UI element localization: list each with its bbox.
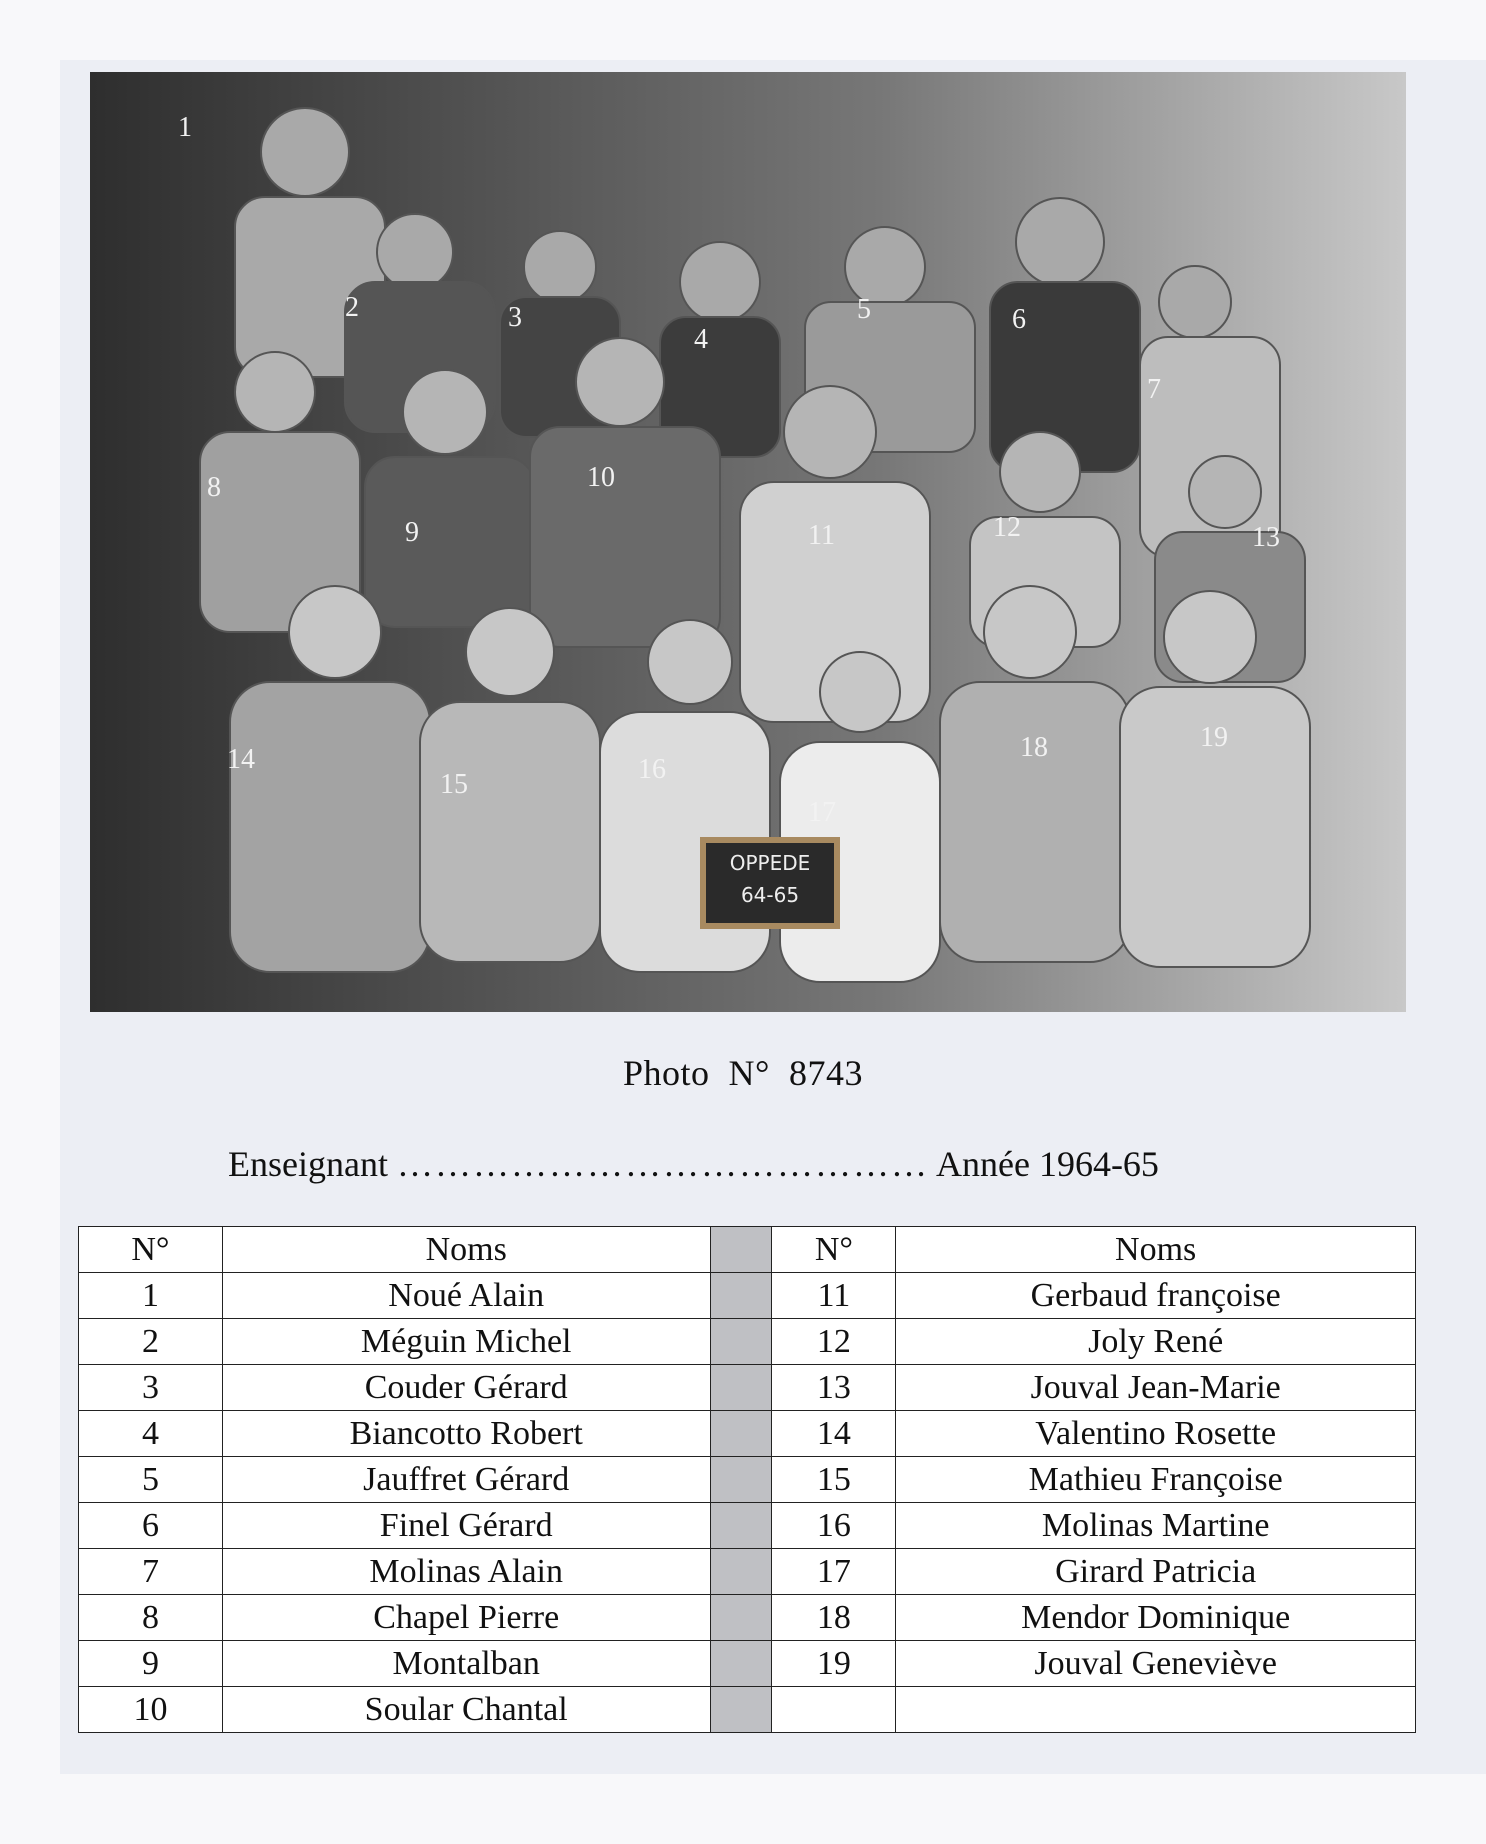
cell-number: 1	[79, 1273, 223, 1319]
cell-number: 15	[772, 1457, 896, 1503]
photo-number: 13	[1252, 522, 1280, 553]
cell-name: Finel Gérard	[222, 1503, 710, 1549]
table-separator	[710, 1641, 772, 1687]
cell-name: Biancotto Robert	[222, 1411, 710, 1457]
cell-number: 16	[772, 1503, 896, 1549]
photo-number: 16	[638, 754, 666, 785]
chalk-slate	[700, 837, 840, 929]
teacher-label: Enseignant	[228, 1144, 388, 1184]
table-row	[79, 1319, 1416, 1365]
header-number: N°	[79, 1227, 223, 1273]
cell-number: 12	[772, 1319, 896, 1365]
table-separator	[710, 1457, 772, 1503]
table-separator	[710, 1549, 772, 1595]
cell-number	[772, 1687, 896, 1733]
cell-number: 13	[772, 1365, 896, 1411]
header-number: N°	[772, 1227, 896, 1273]
cell-name: Valentino Rosette	[896, 1411, 1416, 1457]
cell-number: 11	[772, 1273, 896, 1319]
table-separator	[710, 1273, 772, 1319]
cell-name: Girard Patricia	[896, 1549, 1416, 1595]
cell-number: 2	[79, 1319, 223, 1365]
table-row	[79, 1365, 1416, 1411]
table-row	[79, 1687, 1416, 1733]
year-label: Année 1964-65	[935, 1144, 1159, 1184]
cell-name: Couder Gérard	[222, 1365, 710, 1411]
cell-number: 10	[79, 1687, 223, 1733]
table-row	[79, 1411, 1416, 1457]
photo-number: 8	[207, 472, 221, 503]
table-row	[79, 1641, 1416, 1687]
cell-number: 18	[772, 1595, 896, 1641]
photo-number: 11	[808, 520, 835, 551]
table-row	[79, 1595, 1416, 1641]
photo-number: 4	[694, 324, 708, 355]
photo-caption: Photo N° 8743	[623, 1053, 863, 1093]
header-names: Noms	[896, 1227, 1416, 1273]
roster-body	[79, 1273, 1416, 1733]
cell-number: 3	[79, 1365, 223, 1411]
table-separator	[710, 1365, 772, 1411]
photo-number: 3	[508, 302, 522, 333]
cell-name: Jauffret Gérard	[222, 1457, 710, 1503]
table-row	[79, 1457, 1416, 1503]
header-names: Noms	[222, 1227, 710, 1273]
cell-name: Gerbaud françoise	[896, 1273, 1416, 1319]
cell-number: 17	[772, 1549, 896, 1595]
photo-number: 2	[345, 292, 359, 323]
cell-number: 9	[79, 1641, 223, 1687]
cell-number: 6	[79, 1503, 223, 1549]
photo-number: 6	[1012, 304, 1026, 335]
table-header-row	[79, 1227, 1416, 1273]
photo-number: 19	[1200, 722, 1228, 753]
table-row	[79, 1273, 1416, 1319]
cell-name	[896, 1687, 1416, 1733]
photo-number: 10	[587, 462, 615, 493]
table-separator	[710, 1595, 772, 1641]
roster-table	[78, 1226, 1416, 1733]
table-row	[79, 1503, 1416, 1549]
table-separator	[710, 1227, 772, 1273]
photo-number: 17	[808, 797, 836, 828]
table-separator	[710, 1687, 772, 1733]
cell-number: 4	[79, 1411, 223, 1457]
photo-number: 1	[178, 112, 192, 143]
cell-name: Chapel Pierre	[222, 1595, 710, 1641]
cell-name: Molinas Martine	[896, 1503, 1416, 1549]
photo-number: 9	[405, 517, 419, 548]
cell-number: 19	[772, 1641, 896, 1687]
cell-number: 5	[79, 1457, 223, 1503]
photo-number: 14	[227, 744, 255, 775]
cell-name: Montalban	[222, 1641, 710, 1687]
slate-line-year: 64-65	[740, 883, 800, 907]
cell-name: Joly René	[896, 1319, 1416, 1365]
cell-number: 14	[772, 1411, 896, 1457]
cell-number: 7	[79, 1549, 223, 1595]
table-separator	[710, 1411, 772, 1457]
teacher-line	[228, 1143, 1159, 1185]
photo-number: 15	[440, 769, 468, 800]
class-photo	[90, 72, 1406, 1012]
photo-number: 7	[1147, 374, 1161, 405]
teacher-dots: ……………………………………	[396, 1144, 929, 1184]
cell-name: Molinas Alain	[222, 1549, 710, 1595]
photo-number: 12	[993, 512, 1021, 543]
photo-number: 5	[857, 294, 871, 325]
cell-name: Mathieu Françoise	[896, 1457, 1416, 1503]
photo-number: 18	[1020, 732, 1048, 763]
slate-line-village: OPPEDE	[729, 851, 811, 875]
cell-number: 8	[79, 1595, 223, 1641]
cell-name: Soular Chantal	[222, 1687, 710, 1733]
table-separator	[710, 1503, 772, 1549]
cell-name: Mendor Dominique	[896, 1595, 1416, 1641]
cell-name: Méguin Michel	[222, 1319, 710, 1365]
cell-name: Noué Alain	[222, 1273, 710, 1319]
table-separator	[710, 1319, 772, 1365]
cell-name: Jouval Jean-Marie	[896, 1365, 1416, 1411]
table-row	[79, 1549, 1416, 1595]
cell-name: Jouval Geneviève	[896, 1641, 1416, 1687]
